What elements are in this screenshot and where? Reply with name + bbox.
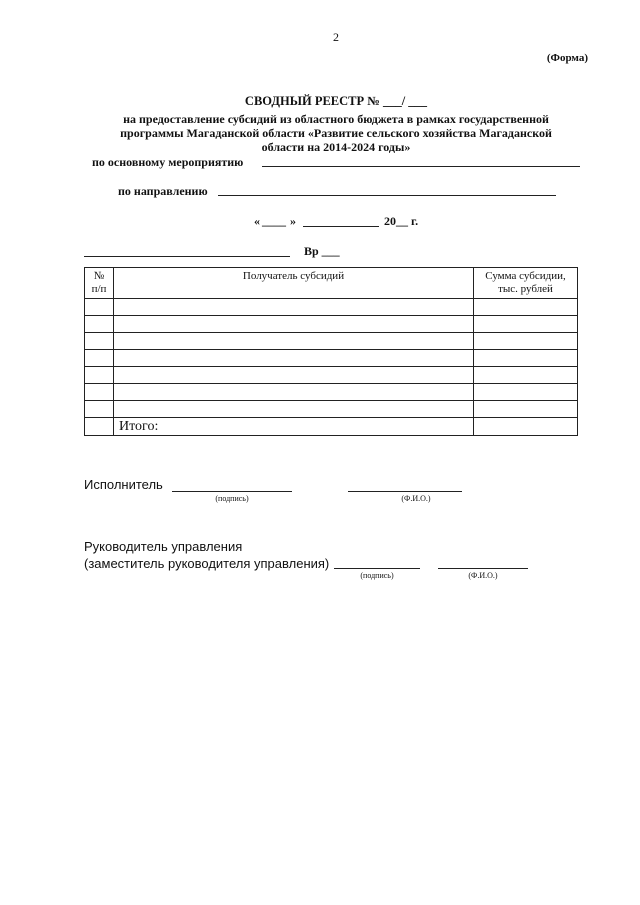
date-year: 20__ г. [384,214,419,228]
direction-line[interactable] [218,195,556,196]
row-recipient-cell[interactable] [114,316,474,333]
date-close-quote: » [290,214,296,228]
row-recipient-cell[interactable] [114,333,474,350]
table-row [85,350,578,367]
header-number-line2: п/п [91,283,107,295]
registry-table [84,267,578,436]
row-number-cell[interactable] [85,401,114,418]
executor-signature-caption: (подпись) [215,494,249,503]
main-event-label: по основному мероприятию [92,155,244,169]
table-header-row [85,268,578,299]
table-row [85,401,578,418]
row-number-cell[interactable] [85,350,114,367]
form-label: (Форма) [546,52,588,64]
registry-title: СВОДНЫЙ РЕЕСТР № ___/ ___ [244,94,428,108]
header-sum-line1: Сумма субсидии, [485,270,566,282]
head-name-line[interactable] [438,568,528,569]
registry-subtitle-line2: программы Магаданской области «Развитие сельского хозяйства Магаданской [120,126,552,140]
row-number-cell[interactable] [85,367,114,384]
total-label: Итого: [119,418,159,434]
table-row [85,316,578,333]
executor-signature-line[interactable] [172,491,292,492]
head-signature-caption: (подпись) [360,571,394,580]
total-sum-cell[interactable] [474,418,578,436]
row-number-cell[interactable] [85,384,114,401]
executor-name-caption: (Ф.И.О.) [401,494,431,503]
row-sum-cell[interactable] [474,367,578,384]
head-signature-line[interactable] [334,568,420,569]
registry-subtitle-line1: на предоставление субсидий из областного бюджета в рамках государственной [123,112,549,126]
row-sum-cell[interactable] [474,333,578,350]
row-sum-cell[interactable] [474,316,578,333]
vr-label: Вр ___ [304,244,340,258]
table-total-row [85,418,578,436]
row-recipient-cell[interactable] [114,367,474,384]
main-event-line[interactable] [262,166,580,167]
head-label-line2: (заместитель руководителя управления) [84,556,330,571]
date-open-quote: « [254,214,260,228]
total-number-cell [85,418,114,436]
head-label-line1: Руководитель управления [84,539,243,554]
header-number [85,268,114,299]
table-row [85,384,578,401]
header-recipient [114,268,474,299]
vr-prefix-line[interactable] [84,256,290,257]
executor-label: Исполнитель [84,477,163,492]
row-sum-cell[interactable] [474,299,578,316]
row-number-cell[interactable] [85,299,114,316]
page-number: 2 [333,30,339,44]
date-day-blank: ____ [262,214,286,228]
header-number-line1: № [93,270,105,282]
total-label-cell [114,418,474,436]
row-number-cell[interactable] [85,333,114,350]
row-recipient-cell[interactable] [114,384,474,401]
row-sum-cell[interactable] [474,401,578,418]
header-sum [474,268,578,299]
row-number-cell[interactable] [85,316,114,333]
row-recipient-cell[interactable] [114,401,474,418]
registry-subtitle-line3: области на 2014-2024 годы» [261,140,411,154]
date-month-line[interactable] [303,226,379,227]
head-name-caption: (Ф.И.О.) [468,571,498,580]
header-sum-line2: тыс. рублей [498,283,553,295]
direction-label: по направлению [118,184,208,198]
row-sum-cell[interactable] [474,350,578,367]
row-recipient-cell[interactable] [114,350,474,367]
table-row [85,333,578,350]
row-sum-cell[interactable] [474,384,578,401]
row-recipient-cell[interactable] [114,299,474,316]
table-row [85,299,578,316]
table-row [85,367,578,384]
executor-name-line[interactable] [348,491,462,492]
header-recipient-label: Получатель субсидий [242,270,345,282]
